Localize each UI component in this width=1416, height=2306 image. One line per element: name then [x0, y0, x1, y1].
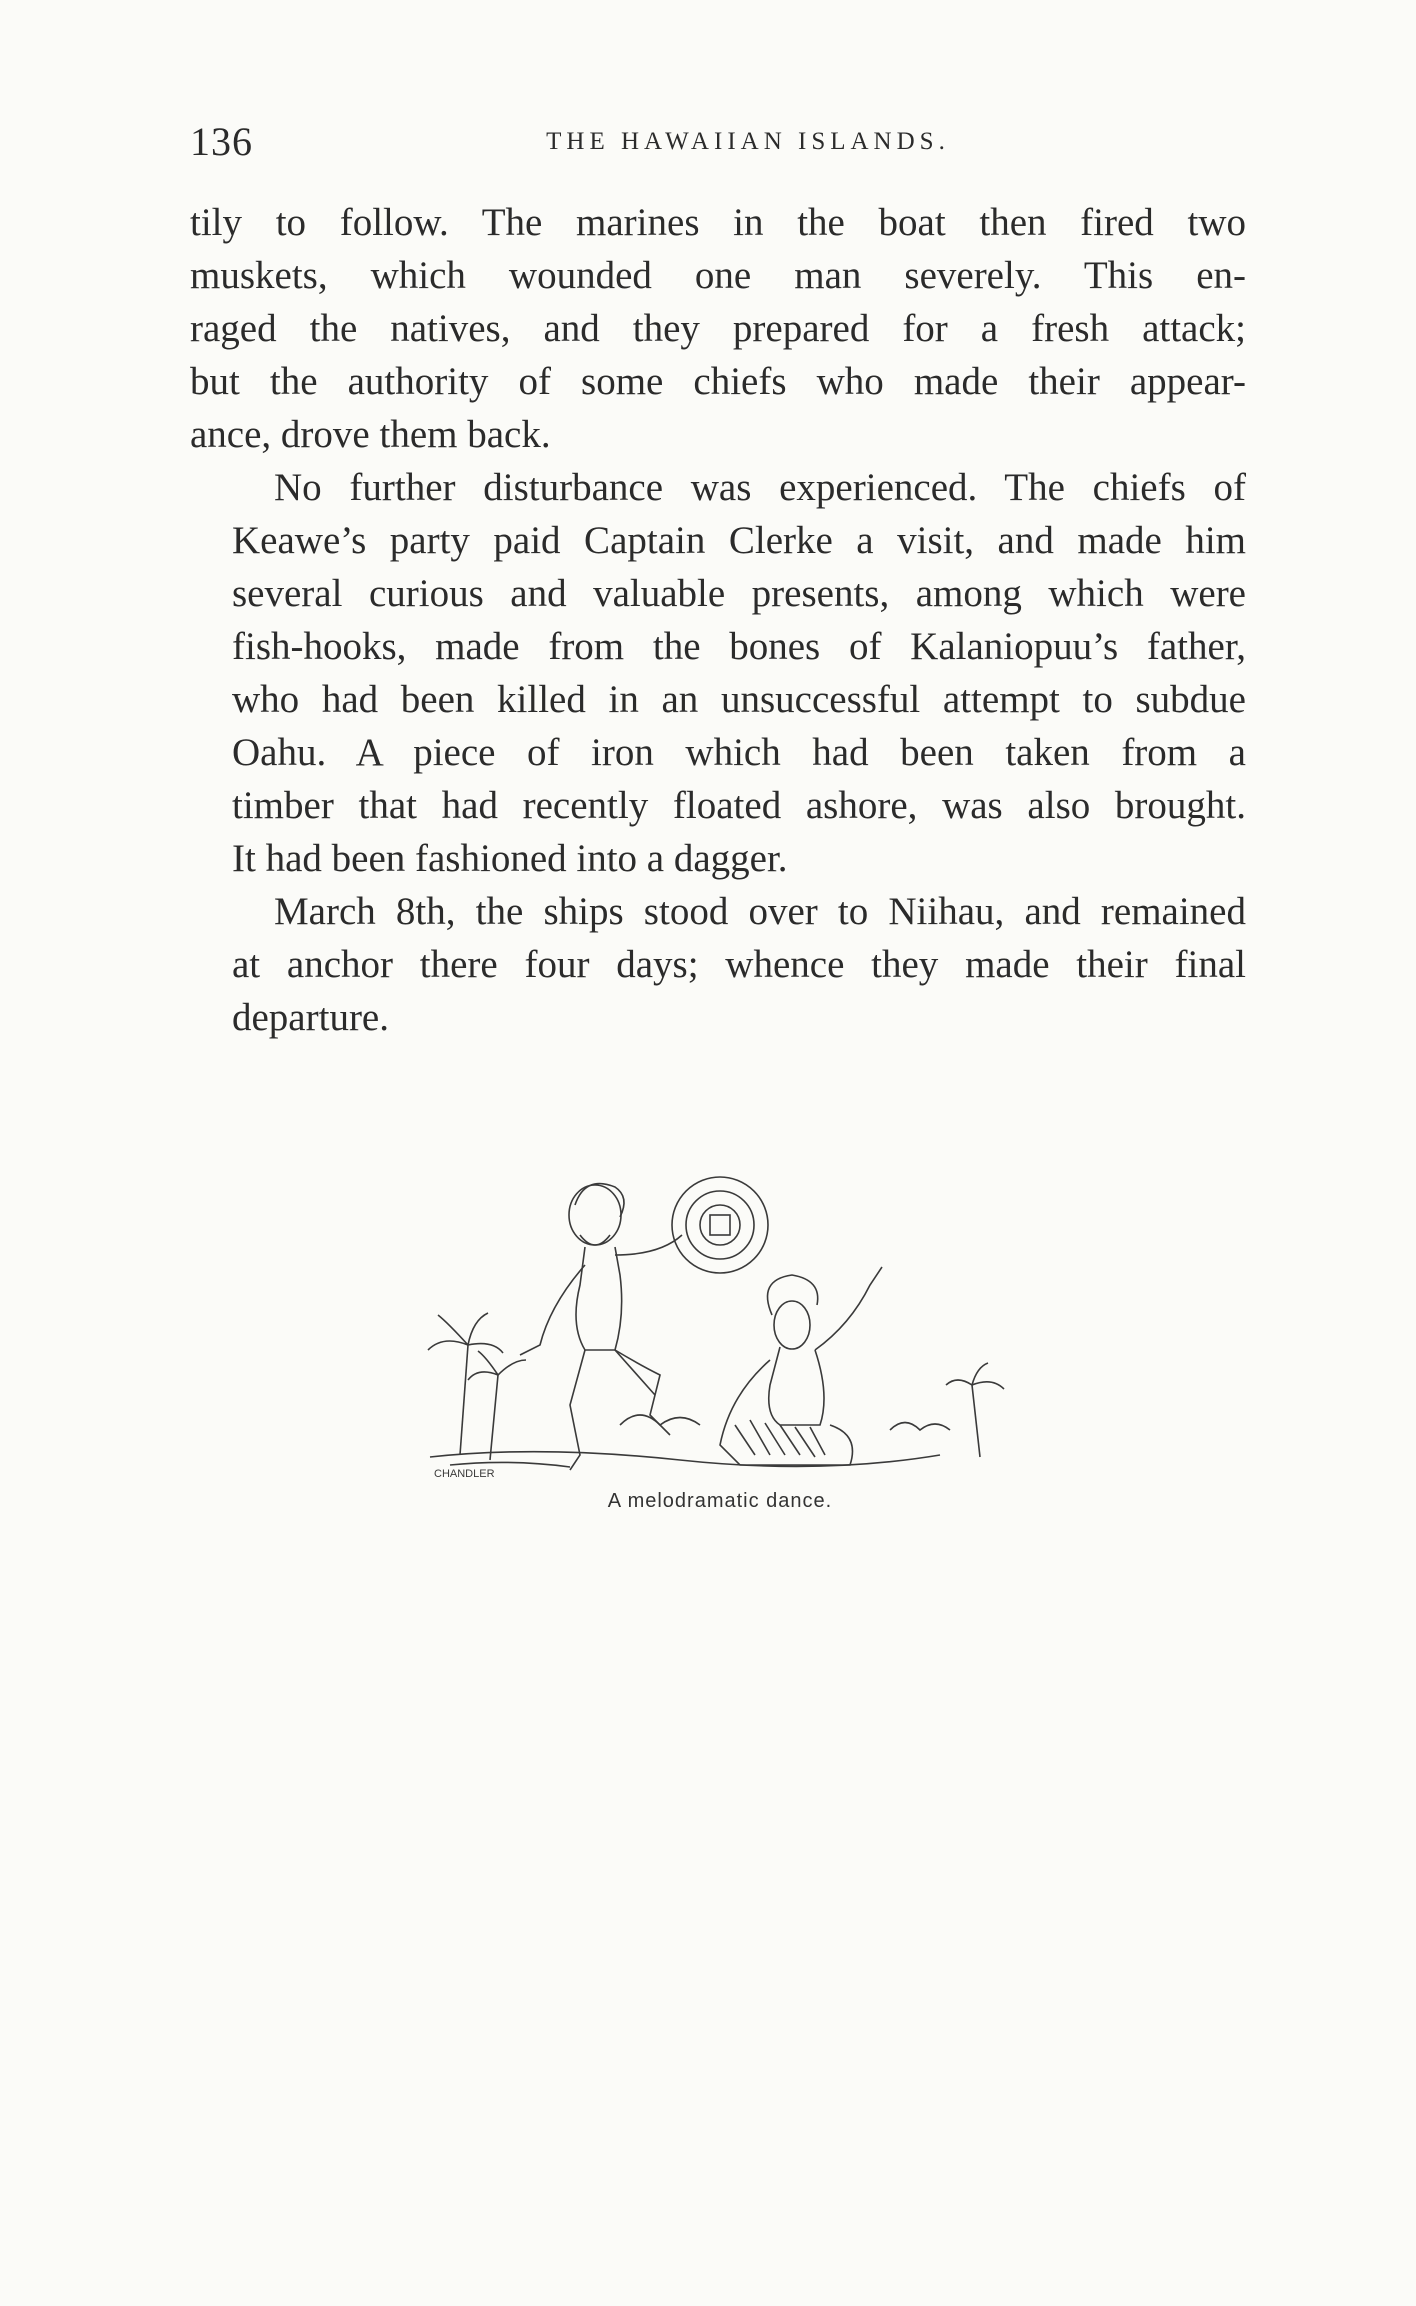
- paragraph: [190, 196, 1246, 461]
- text-line: Oahu. A piece of iron which had been taken from a: [232, 731, 1246, 774]
- text-line: who had been killed in an unsuccessful attempt to subdue: [232, 678, 1246, 721]
- text-line: raged the natives, and they prepared for a fresh attack;: [190, 307, 1246, 350]
- paragraph: [190, 885, 1246, 1044]
- text-line: ance, drove them back.: [190, 413, 551, 456]
- text-line: timber that had recently floated ashore, was also brought.: [232, 784, 1246, 827]
- feather-fan: [672, 1177, 768, 1273]
- foliage: [620, 1415, 700, 1425]
- illustration-caption: A melodramatic dance.: [607, 1490, 833, 1512]
- page-number: 136: [190, 119, 253, 164]
- text-line: at anchor there four days; whence they made their final: [232, 943, 1246, 986]
- palm-tree-icon: [428, 1313, 526, 1460]
- text-line: tily to follow. The marines in the boat then fired two: [190, 201, 1246, 244]
- engraver-signature: CHANDLER: [434, 1468, 495, 1480]
- engraving-illustration: [400, 1165, 1040, 1495]
- page-header: [190, 118, 1246, 166]
- text-line: but the authority of some chiefs who made their appear-: [190, 360, 1246, 403]
- text-line: several curious and valuable presents, among which were: [232, 572, 1246, 615]
- body-text: [190, 196, 1246, 1044]
- female-dancer-figure: [720, 1267, 882, 1465]
- text-line: fish-hooks, made from the bones of Kalaniopuu’s father,: [232, 625, 1246, 668]
- text-line: No further disturbance was experienced. The chiefs of: [274, 466, 1246, 509]
- dance-engraving: [420, 1175, 1020, 1485]
- text-line: departure.: [232, 996, 389, 1039]
- text-line: muskets, which wounded one man severely. This en-: [190, 254, 1246, 297]
- paragraph: [190, 461, 1246, 885]
- text-line: Keawe’s party paid Captain Clerke a visit, and made him: [232, 519, 1246, 562]
- text-line: It had been fashioned into a dagger.: [232, 837, 788, 880]
- ground-line: [430, 1452, 940, 1467]
- running-head: THE HAWAIIAN ISLANDS.: [546, 128, 950, 155]
- male-dancer-figure: [520, 1184, 682, 1470]
- text-line: March 8th, the ships stood over to Niihau, and remained: [274, 890, 1246, 933]
- palm-tree-icon: [946, 1363, 1004, 1457]
